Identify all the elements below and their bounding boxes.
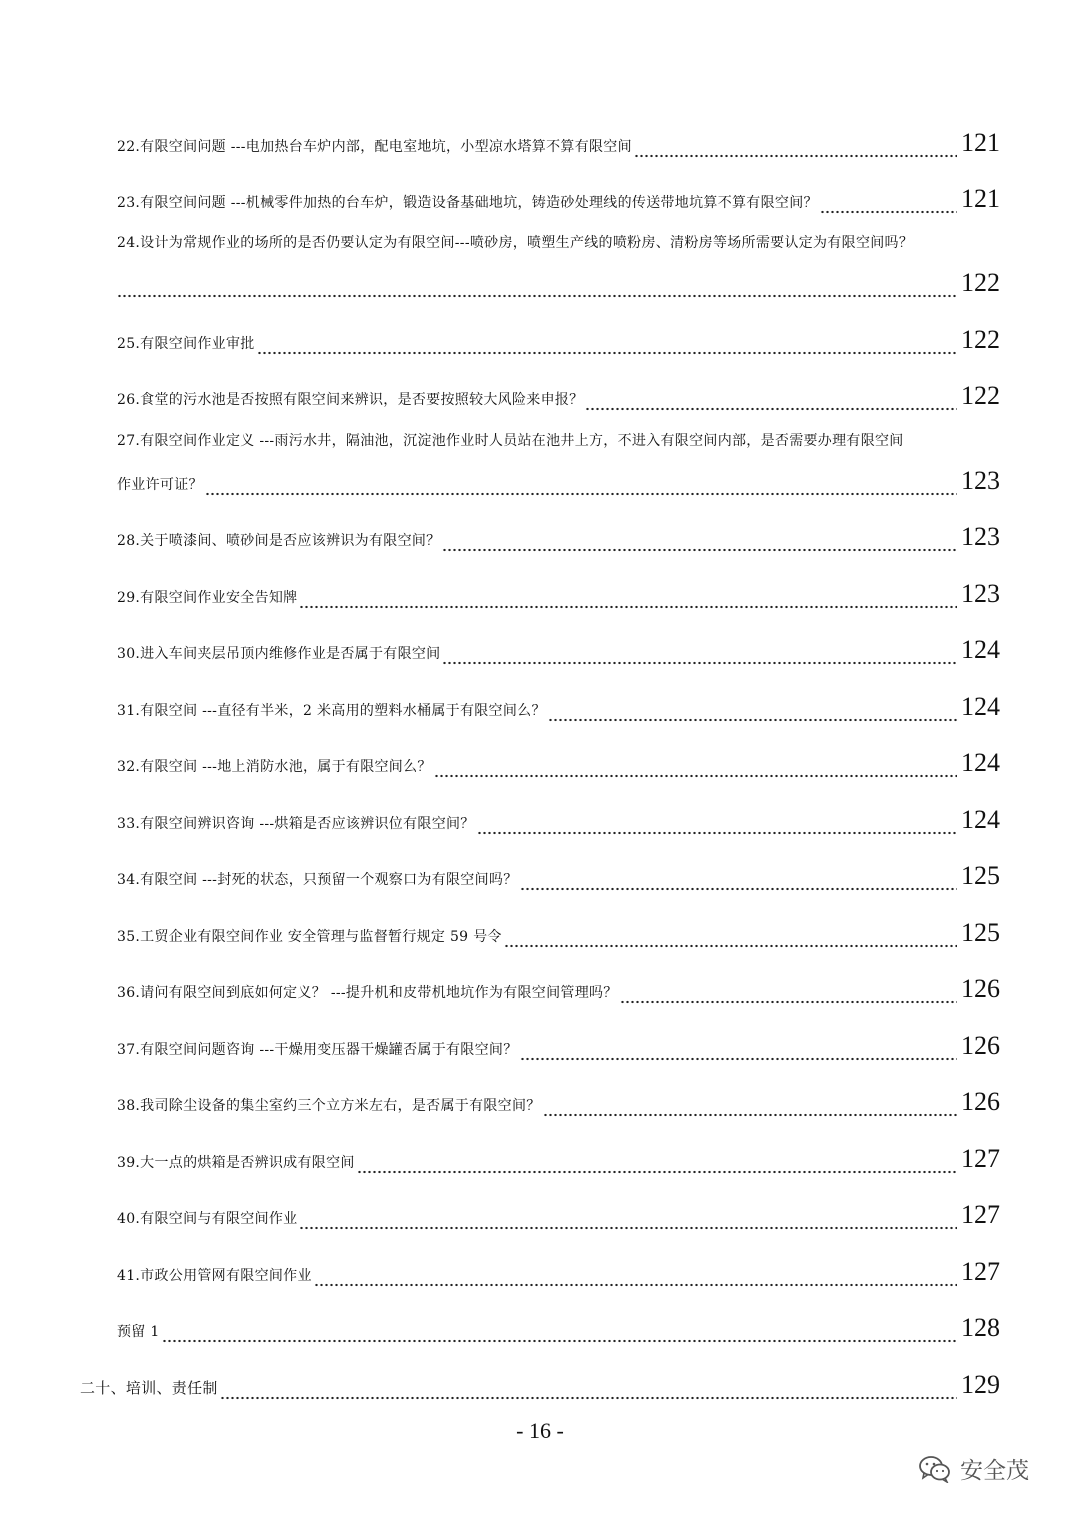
toc-entry-title: 33.有限空间辨识咨询 ---烘箱是否应该辨识位有限空间？ bbox=[117, 816, 475, 832]
toc-entry-page: 126 bbox=[961, 974, 1000, 1003]
toc-entry-page: 124 bbox=[961, 748, 1000, 777]
toc-entry-title: 32.有限空间 ---地上消防水池，属于有限空间么？ bbox=[117, 759, 432, 775]
toc-entry-page: 127 bbox=[961, 1257, 1000, 1286]
toc-entry[interactable] bbox=[117, 1031, 1000, 1067]
toc-entry-title: 29.有限空间作业安全告知牌 bbox=[117, 590, 298, 606]
wechat-icon bbox=[918, 1455, 952, 1483]
dot-leader bbox=[520, 885, 957, 893]
toc-entry[interactable] bbox=[117, 128, 1000, 164]
toc-entry[interactable] bbox=[117, 692, 1000, 728]
dot-leader bbox=[620, 998, 957, 1006]
dot-leader bbox=[299, 603, 957, 611]
toc-entry[interactable] bbox=[117, 1200, 1000, 1236]
watermark-label: 安全茂 bbox=[960, 1458, 1029, 1484]
toc-entry-page: 125 bbox=[961, 918, 1000, 947]
toc-entry-title: 40.有限空间与有限空间作业 bbox=[117, 1211, 298, 1227]
toc-entry[interactable] bbox=[117, 748, 1000, 784]
toc-entry[interactable] bbox=[117, 805, 1000, 841]
toc-entry-title: 26.食堂的污水池是否按照有限空间来辨识，是否要按照较大风险来申报？ bbox=[117, 392, 584, 408]
toc-entry-page: 125 bbox=[961, 861, 1000, 890]
toc-entry-title: 38.我司除尘设备的集尘室约三个立方米左右，是否属于有限空间？ bbox=[117, 1098, 541, 1114]
toc-entry-page: 126 bbox=[961, 1031, 1000, 1060]
dot-leader bbox=[117, 292, 957, 300]
toc-section-title: 二十、培训、责任制 bbox=[80, 1379, 218, 1397]
toc-entry-page: 123 bbox=[961, 466, 1000, 495]
toc-entry[interactable] bbox=[117, 325, 1000, 361]
toc-entry-title: 27.有限空间作业定义 ---雨污水井，隔油池，沉淀池作业时人员站在池井上方，不进入有限空间内部，是否需要办理有限空间 bbox=[117, 433, 904, 449]
toc-entry[interactable] bbox=[117, 184, 1000, 220]
dot-leader bbox=[442, 659, 957, 667]
dot-leader bbox=[520, 1055, 957, 1063]
toc-entry-title: 39.大一点的烘箱是否辨识成有限空间 bbox=[117, 1155, 355, 1171]
toc-entry-title: 23.有限空间问题 ---机械零件加热的台车炉，锻造设备基础地坑，铸造砂处理线的传送带地坑算不算有限空间？ bbox=[117, 195, 818, 211]
dot-leader bbox=[357, 1168, 957, 1176]
toc-entry-title: 36.请问有限空间到底如何定义？ ---提升机和皮带机地坑作为有限空间管理吗？ bbox=[117, 985, 618, 1001]
toc-entry-title-cont: 作业许可证？ bbox=[117, 477, 203, 493]
toc-entry-title: 31.有限空间 ---直径有半米，2 米高用的塑料水桶属于有限空间么？ bbox=[117, 703, 546, 719]
toc-entry-page: 122 bbox=[961, 325, 1000, 354]
toc-entry-page: 123 bbox=[961, 522, 1000, 551]
dot-leader bbox=[634, 152, 957, 160]
toc-entry-page: 123 bbox=[961, 579, 1000, 608]
dot-leader bbox=[477, 829, 957, 837]
toc-entry[interactable] bbox=[117, 1257, 1000, 1293]
toc-entry[interactable] bbox=[117, 381, 1000, 417]
toc-entry-title: 37.有限空间问题咨询 ---干燥用变压器干燥罐否属于有限空间？ bbox=[117, 1042, 518, 1058]
dot-leader bbox=[442, 546, 957, 554]
toc-entry-title: 24.设计为常规作业的场所的是否仍要认定为有限空间---喷砂房，喷塑生产线的喷粉房、清粉房等场所需要认定为有限空间吗？ bbox=[117, 235, 914, 251]
toc-entry[interactable] bbox=[117, 635, 1000, 671]
toc-entry[interactable] bbox=[117, 1144, 1000, 1180]
dot-leader bbox=[543, 1111, 957, 1119]
toc-entry-page: 122 bbox=[961, 381, 1000, 410]
toc-entry[interactable] bbox=[117, 466, 1000, 502]
toc-entry-title: 34.有限空间 ---封死的状态，只预留一个观察口为有限空间吗？ bbox=[117, 872, 518, 888]
toc-entry[interactable] bbox=[117, 918, 1000, 954]
toc-entry[interactable] bbox=[117, 861, 1000, 897]
dot-leader bbox=[434, 772, 957, 780]
toc-entry[interactable] bbox=[117, 268, 1000, 304]
dot-leader bbox=[504, 942, 957, 950]
toc-entry-page: 127 bbox=[961, 1144, 1000, 1173]
dot-leader bbox=[162, 1337, 957, 1345]
dot-leader bbox=[205, 490, 957, 498]
toc-entry[interactable] bbox=[117, 974, 1000, 1010]
dot-leader bbox=[257, 349, 957, 357]
toc-entry[interactable] bbox=[117, 1313, 1000, 1349]
toc-entry-page: 126 bbox=[961, 1087, 1000, 1116]
toc-entry-title: 25.有限空间作业审批 bbox=[117, 336, 255, 352]
toc-entry-page: 122 bbox=[961, 268, 1000, 297]
toc-entry-page: 124 bbox=[961, 692, 1000, 721]
dot-leader bbox=[585, 405, 957, 413]
page-number: - 16 - bbox=[516, 1418, 564, 1443]
toc-entry-page: 124 bbox=[961, 635, 1000, 664]
toc-entry-page: 121 bbox=[961, 184, 1000, 213]
toc-section-entry[interactable] bbox=[80, 1370, 1000, 1406]
toc-entry-title: 28.关于喷漆间、喷砂间是否应该辨识为有限空间？ bbox=[117, 533, 441, 549]
toc-entry-page: 128 bbox=[961, 1313, 1000, 1342]
toc-entry-page: 121 bbox=[961, 128, 1000, 157]
toc-entry[interactable] bbox=[117, 579, 1000, 615]
toc-entry-title: 预留 1 bbox=[117, 1324, 160, 1340]
dot-leader bbox=[820, 208, 957, 216]
dot-leader bbox=[299, 1224, 957, 1232]
toc-entry-page: 129 bbox=[961, 1370, 1000, 1399]
toc-entry[interactable] bbox=[117, 1087, 1000, 1123]
dot-leader bbox=[548, 716, 957, 724]
toc-entry-title: 30.进入车间夹层吊顶内维修作业是否属于有限空间 bbox=[117, 646, 441, 662]
toc-entry-title: 22.有限空间问题 ---电加热台车炉内部，配电室地坑，小型凉水塔算不算有限空间 bbox=[117, 139, 632, 155]
toc-entry-page: 127 bbox=[961, 1200, 1000, 1229]
toc-entry-title: 35.工贸企业有限空间作业 安全管理与监督暂行规定 59 号令 bbox=[117, 929, 502, 945]
watermark bbox=[918, 1452, 1029, 1485]
toc-entry-page: 124 bbox=[961, 805, 1000, 834]
toc-entry-title: 41.市政公用管网有限空间作业 bbox=[117, 1268, 312, 1284]
toc-entry[interactable] bbox=[117, 522, 1000, 558]
dot-leader bbox=[314, 1281, 957, 1289]
dot-leader bbox=[220, 1394, 957, 1402]
